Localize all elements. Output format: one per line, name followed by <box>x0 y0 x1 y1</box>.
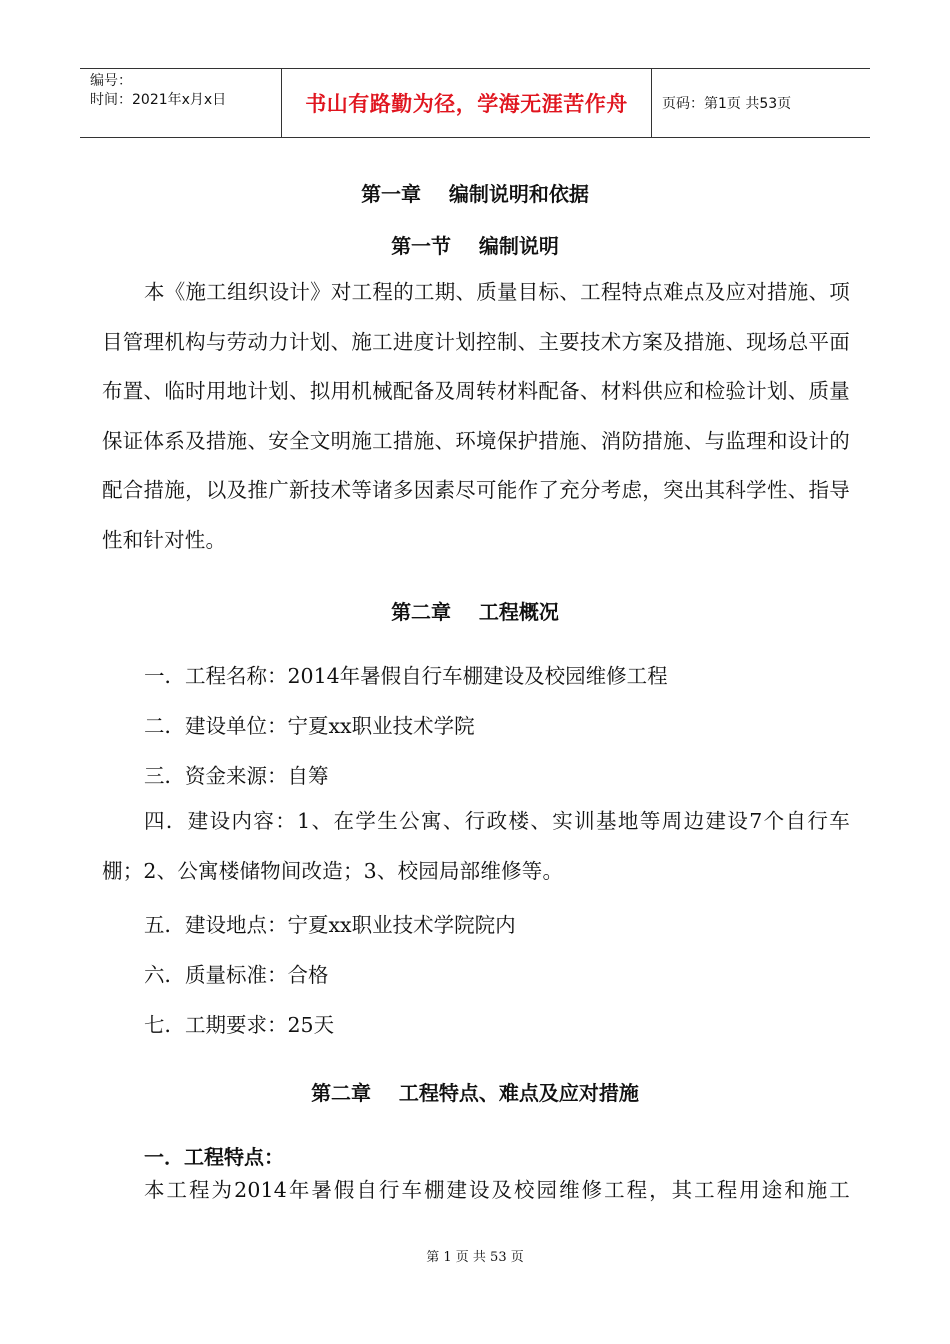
header-meta <box>80 69 282 137</box>
duration-item: 七．工期要求：25天 <box>144 1013 335 1037</box>
section-1-title: 第一节 编制说明 <box>391 234 559 258</box>
page-header <box>80 68 870 138</box>
fund-source-item: 三．资金来源：自筹 <box>144 764 329 788</box>
construction-location-item: 五．建设地点：宁夏xx职业技术学院院内 <box>144 913 516 937</box>
chapter-1-paragraph: 本《施工组织设计》对工程的工期、质量目标、工程特点难点及应对措施、项目管理机构与劳动力计划、施工进度计划控制、主要技术方案及措施、现场总平面布置、临时用地计划、拟用机械配备及周转材料配备、材料供应和检验计划、质量保证体系及措施、安全文明施工措施、环境保护措施、消防措施、与监理和设计的配合措施，以及推广新技术等诸多因素尽可能作了充分考虑，突出其科学性、指导性和针对性。 <box>102 280 850 552</box>
document-time: 时间：2021年x月x日 <box>90 92 227 108</box>
chapter-3-title: 第二章 工程特点、难点及应对措施 <box>311 1081 639 1105</box>
construction-unit-item: 二．建设单位：宁夏xx职业技术学院 <box>144 714 475 738</box>
chapter-2-title: 第二章 工程概况 <box>391 600 559 624</box>
quality-standard-item: 六．质量标准：合格 <box>144 963 329 987</box>
engineering-features-subhead: 一．工程特点： <box>144 1145 284 1169</box>
chapter-1-title: 第一章 编制说明和依据 <box>361 182 589 206</box>
project-name-item: 一．工程名称：2014年暑假自行车棚建设及校园维修工程 <box>144 664 668 688</box>
header-motto: 书山有路勤为径，学海无涯苦作舟 <box>282 69 652 137</box>
engineering-features-paragraph: 本工程为2014年暑假自行车棚建设及校园维修工程，其工程用途和施工 <box>144 1178 850 1202</box>
document-number-label: 编号： <box>90 73 132 89</box>
construction-content-item: 四．建设内容：1、在学生公寓、行政楼、实训基地等周边建设7个自行车棚；2、公寓楼储物间改造；3、校园局部维修等。 <box>102 809 850 883</box>
page-footer: 第 1 页 共 53 页 <box>426 1250 524 1265</box>
header-page-info: 页码：第1页 共53页 <box>662 96 792 112</box>
